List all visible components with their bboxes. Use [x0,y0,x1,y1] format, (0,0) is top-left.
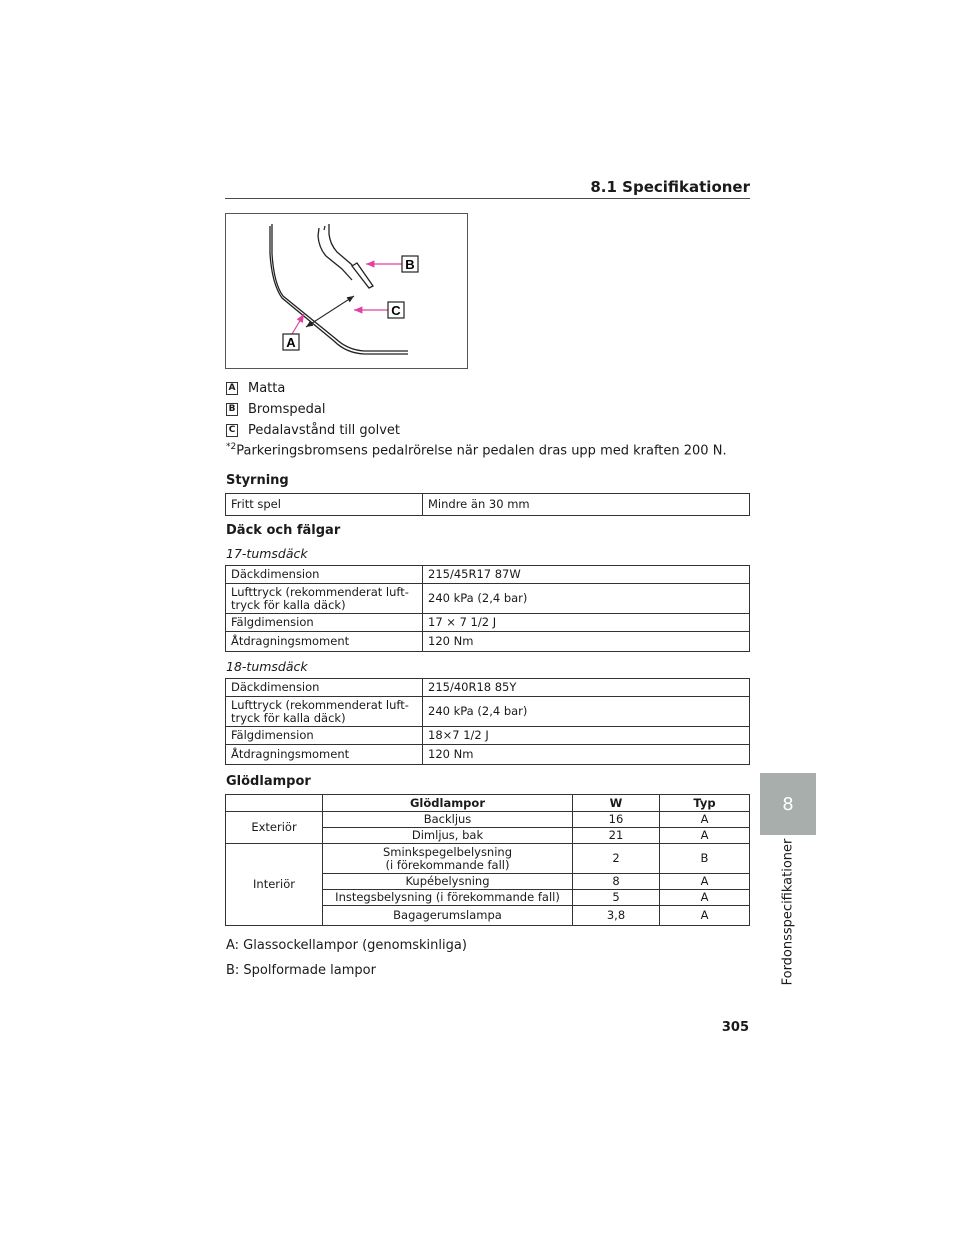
table-header-empty [226,795,323,812]
legend-letter: B [226,403,238,416]
table-header-name: Glödlampor [323,795,573,812]
bulb-name: Backljus [323,812,573,828]
table-row [226,727,750,745]
bulb-name: Dimljus, bak [323,828,573,844]
subheading-17: 17-tumsdäck [226,546,308,561]
table-cell-label: Åtdragningsmoment [226,632,423,652]
chapter-label: Fordonsspecifikationer [780,838,796,986]
bulb-name [323,844,573,874]
callout-b: B [405,257,415,272]
footnote-mark: *2 [226,442,237,452]
mat-line [272,224,408,351]
legend-text: Matta [248,381,286,396]
group-exterior: Exteriör [226,812,323,844]
bulb-type: A [660,874,750,890]
bulb-watt: 3,8 [573,906,660,926]
bulb-name: Instegsbelysning (i förekommande fall) [323,890,573,906]
table-cell-label: Fälgdimension [226,614,423,632]
bulb-type: A [660,906,750,926]
legend-letter: A [226,382,238,395]
table-cell-label: Fälgdimension [226,727,423,745]
legend-item [226,420,400,441]
bulb-name: Kupébelysning [323,874,573,890]
table-header-row [226,795,750,812]
table-row [226,697,750,727]
bulb-watt: 8 [573,874,660,890]
page-number: 305 [721,1020,749,1035]
bulb-type: A [660,890,750,906]
bulb-type: A [660,812,750,828]
legend-item [226,399,400,420]
table-cell-value: 240 kPa (2,4 bar) [423,697,750,727]
bulb-name-text: Sminkspegelbelysning (i förekommande fall) [382,844,513,872]
table-cell-label: Fritt spel [226,494,423,516]
legend-text: Bromspedal [248,402,326,417]
table-cell-label: Däckdimension [226,679,423,697]
pedal-arm [318,228,352,280]
table-row [226,614,750,632]
table-cell-label: Lufttryck (rekommenderat luft-tryck för kalla däck) [226,584,423,614]
heading-tires: Däck och fälgar [226,523,341,538]
table-row [226,844,750,874]
table-row [226,566,750,584]
group-interior: Interiör [226,844,323,926]
legend-letter: C [226,424,238,437]
table-row [226,745,750,765]
header-rule [225,198,750,199]
pedal-pad [352,263,373,288]
table-cell-value: 17 × 7 1/2 J [423,614,750,632]
bulb-watt: 16 [573,812,660,828]
bulb-watt: 2 [573,844,660,874]
steering-table [225,493,750,516]
table-row [226,632,750,652]
bulb-name: Bagagerumslampa [323,906,573,926]
figure-legend [226,378,400,441]
table-cell-value: Mindre än 30 mm [423,494,750,516]
bulb-type: A [660,828,750,844]
bulb-note-a: A: Glassockellampor (genomskinliga) [226,938,467,953]
table-row [226,584,750,614]
callout-c: C [391,303,401,318]
table-cell-value: 240 kPa (2,4 bar) [423,584,750,614]
tire-table-17 [225,565,750,652]
table-header-w: W [573,795,660,812]
tire-table-18 [225,678,750,765]
table-cell-value: 120 Nm [423,632,750,652]
table-row [226,679,750,697]
pedal-diagram [226,214,468,369]
subheading-18: 18-tumsdäck [226,659,308,674]
legend-text: Pedalavstånd till golvet [248,423,400,438]
heading-styrning: Styrning [226,473,289,488]
callout-a: A [286,335,296,350]
table-cell-value: 215/45R17 87W [423,566,750,584]
bulb-watt: 21 [573,828,660,844]
table-header-type: Typ [660,795,750,812]
pedal-figure [225,213,468,369]
table-cell-value: 120 Nm [423,745,750,765]
bulb-note-b: B: Spolformade lampor [226,963,376,978]
chapter-tab [760,773,816,835]
table-cell-label: Däckdimension [226,566,423,584]
bulb-table [225,794,750,926]
footnote-text: Parkeringsbromsens pedalrörelse när pedalen dras upp med kraften 200 N. [236,443,727,459]
section-header-title: 8.1 Specifikationer [590,178,750,196]
heading-bulbs: Glödlampor [226,774,311,789]
bulb-watt: 5 [573,890,660,906]
table-cell-label: Lufttryck (rekommenderat luft-tryck för kalla däck) [226,697,423,727]
chapter-number: 8 [782,793,794,815]
legend-item [226,378,400,399]
table-row [226,494,750,516]
table-cell-value: 215/40R18 85Y [423,679,750,697]
footnote [226,442,727,458]
table-cell-label: Åtdragningsmoment [226,745,423,765]
bulb-type: B [660,844,750,874]
table-cell-value: 18×7 1/2 J [423,727,750,745]
table-row [226,812,750,828]
